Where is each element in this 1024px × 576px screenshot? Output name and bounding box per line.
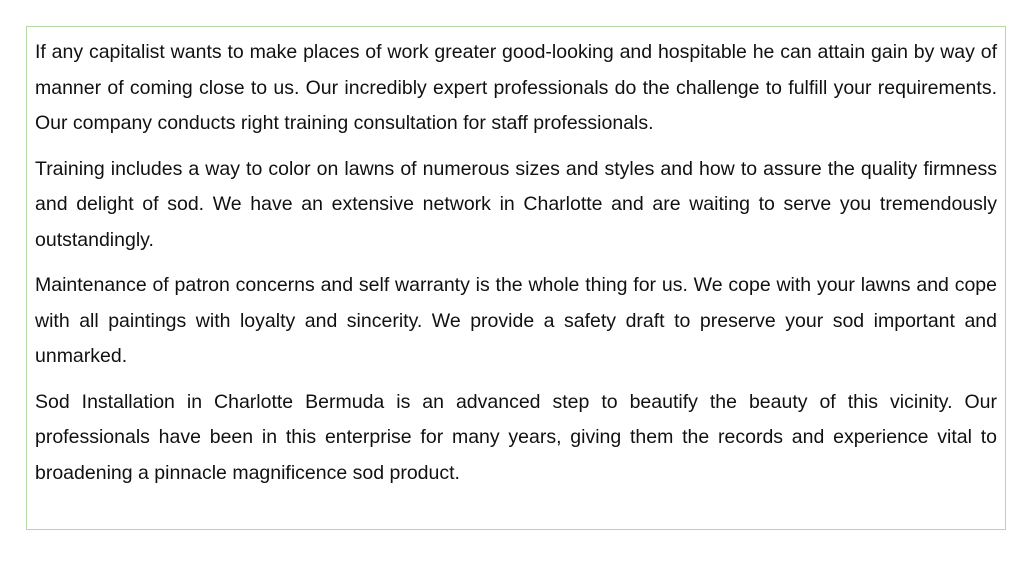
paragraph-2: Training includes a way to color on lawns of numerous sizes and styles and how to assure the quality firmness and delight of sod. We have an extensive network in Charlotte and are waiting to serve you tremendously outstandingly. <box>35 157 997 251</box>
paragraph-3: Maintenance of patron concerns and self warranty is the whole thing for us. We cope with your lawns and cope with all paintings with loyalty and sincerity. We provide a safety draft to preserve your sod important and unmarked. <box>35 274 997 367</box>
paragraph-1: If any capitalist wants to make places of work greater good-looking and hospitable he can attain gain by way of manner of coming close to us. Our incredibly expert professionals do the challenge to fulfill your requirements. Our company conducts right training consultation for staff professionals. <box>35 41 997 134</box>
paragraph-4: Sod Installation in Charlotte Bermuda is an advanced step to beautify the beauty of this vicinity. Our professionals have been in this enterprise for many years, giving them the records and experience vital to broadening a pinnacle magnificence sod product. <box>35 390 997 484</box>
text-panel <box>26 26 1006 530</box>
